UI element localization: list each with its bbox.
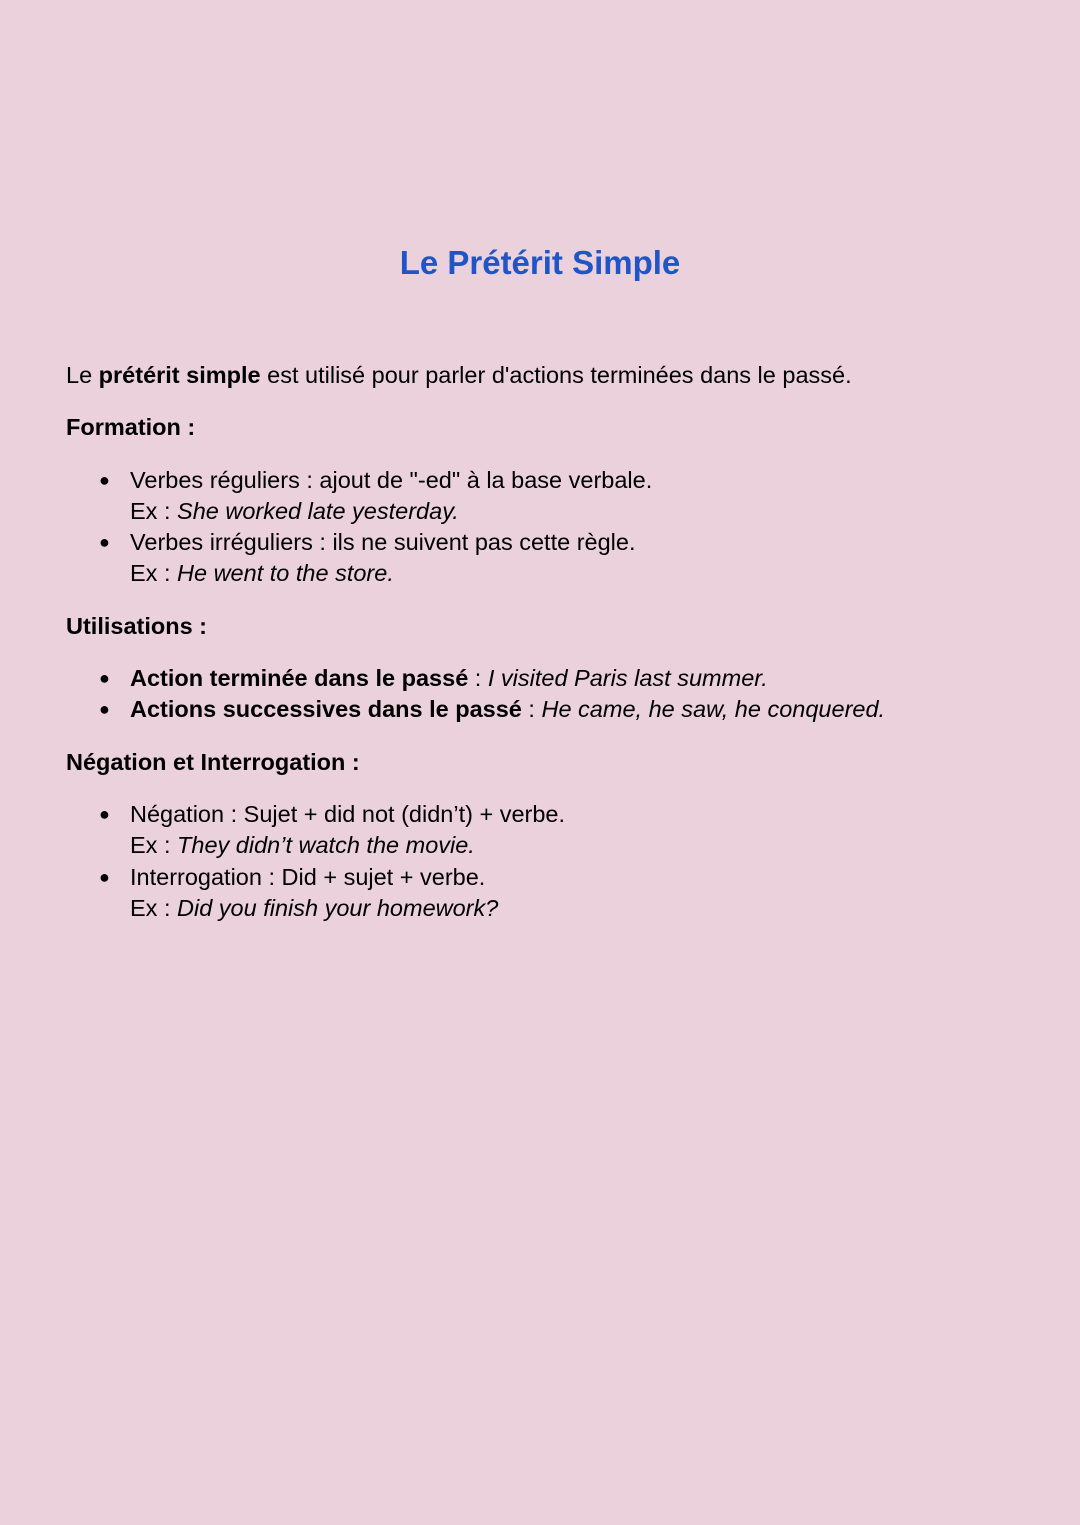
document-body — [66, 360, 1026, 924]
formation-heading: Formation : — [66, 414, 196, 441]
example-label: Ex : — [130, 894, 178, 921]
intro-prefix: Le — [66, 362, 99, 388]
bullet-icon: ● — [99, 803, 110, 824]
example-text: Did you finish your homework? — [177, 894, 499, 921]
usage-line — [130, 694, 1026, 725]
bullet-icon: ● — [99, 469, 110, 490]
example-text: She worked late yesterday. — [177, 497, 459, 524]
usage-line — [130, 663, 1026, 694]
bullet-icon: ● — [99, 699, 110, 720]
list-item — [66, 799, 1026, 862]
rule-text: Interrogation : Did + sujet + verbe. — [130, 863, 486, 890]
utilisations-list — [66, 663, 1026, 726]
example-label: Ex : — [130, 560, 178, 587]
list-item — [66, 694, 1026, 725]
bullet-icon: ● — [99, 668, 110, 689]
page-title: Le Prétérit Simple — [399, 244, 681, 281]
negation-heading: Négation et Interrogation : — [66, 748, 360, 775]
list-item — [66, 527, 1026, 590]
example-line — [130, 558, 1026, 589]
example-line — [130, 893, 1026, 924]
negation-list — [66, 799, 1026, 924]
bullet-icon: ● — [99, 866, 110, 887]
list-item — [66, 862, 1026, 925]
example-text: He went to the store. — [177, 560, 394, 587]
list-item — [66, 465, 1026, 528]
usage-separator: : — [521, 696, 542, 723]
example-line — [130, 496, 1026, 527]
usage-term: Action terminée dans le passé — [130, 665, 469, 692]
example-line — [130, 830, 1026, 861]
utilisations-heading: Utilisations : — [66, 612, 208, 639]
intro-paragraph — [66, 360, 1026, 391]
example-label: Ex : — [130, 832, 178, 859]
rule-text: Négation : Sujet + did not (didn’t) + verbe. — [130, 800, 566, 827]
usage-separator: : — [468, 665, 488, 692]
example-label: Ex : — [130, 497, 178, 524]
list-item — [66, 663, 1026, 694]
intro-suffix: est utilisé pour parler d'actions terminées dans le passé. — [260, 362, 852, 388]
usage-example: He came, he saw, he conquered. — [541, 696, 886, 723]
bullet-icon: ● — [99, 532, 110, 553]
usage-example: I visited Paris last summer. — [487, 665, 768, 692]
example-text: They didn’t watch the movie. — [177, 832, 475, 859]
rule-text: Verbes irréguliers : ils ne suivent pas cette règle. — [130, 529, 636, 556]
usage-term: Actions successives dans le passé — [130, 696, 522, 723]
formation-list — [66, 465, 1026, 590]
rule-text: Verbes réguliers : ajout de "-ed" à la base verbale. — [130, 466, 653, 493]
intro-bold-term: prétérit simple — [98, 362, 261, 388]
